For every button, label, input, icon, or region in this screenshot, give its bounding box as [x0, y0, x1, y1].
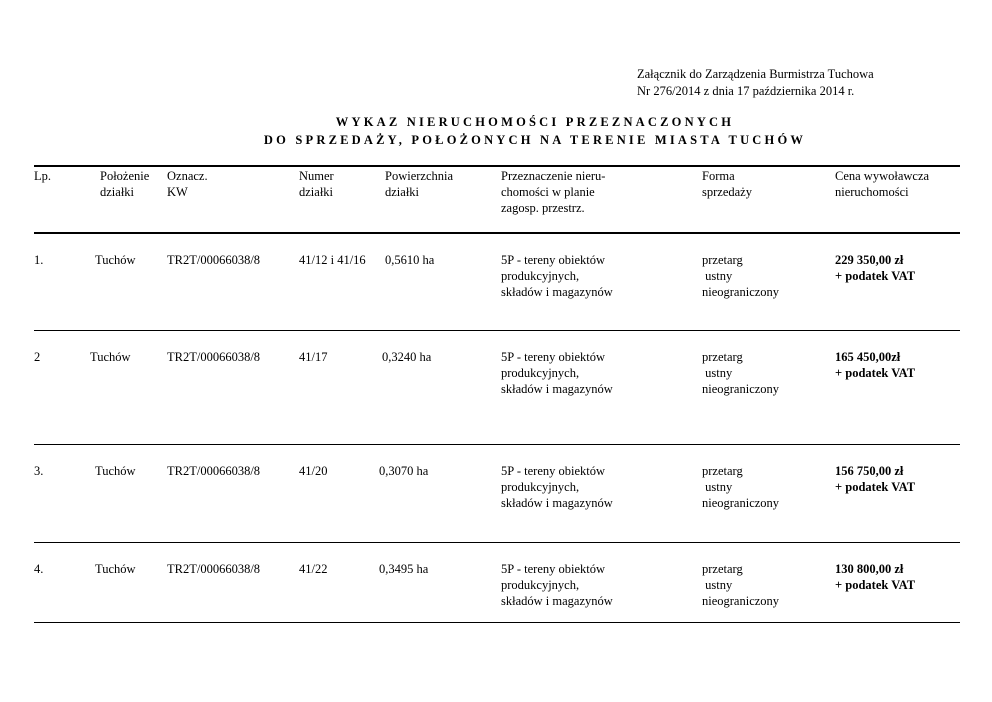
row-3-cena	[835, 463, 915, 495]
row-1-numer: 41/12 i 41/16	[299, 253, 366, 267]
row-2-cena	[835, 349, 915, 381]
row-3-przeznaczenie	[501, 463, 613, 511]
row-1-kw: TR2T/00066038/8	[167, 253, 261, 267]
header-oznacz	[167, 168, 208, 200]
document-title-line-2: DO SPRZEDAŻY, POŁOŻONYCH NA TERENIE MIASTA TUCHÓW	[263, 133, 807, 147]
row-2-forma-line-1: przetarg	[702, 350, 743, 364]
row-4-kw: TR2T/00066038/8	[167, 562, 261, 576]
row-2-przeznaczenie-line-1: 5P - tereny obiektów	[501, 350, 606, 364]
row-1-forma-line-1: przetarg	[702, 253, 743, 267]
row-1-forma-line-2: ustny	[702, 269, 733, 283]
row-4-cena	[835, 561, 915, 593]
row-4-divider	[34, 622, 960, 623]
row-1-cena-line-2: + podatek VAT	[835, 269, 916, 283]
header-przeznaczenie-line-2: chomości w planie	[501, 185, 595, 199]
row-1-forma	[702, 252, 779, 300]
row-3-cena-line-1: 156 750,00 zł	[835, 464, 904, 478]
row-1-przeznaczenie	[501, 252, 613, 300]
row-4-cena-line-1: 130 800,00 zł	[835, 562, 904, 576]
row-3-powierzchnia: 0,3070 ha	[379, 464, 429, 478]
header-powierzchnia-line-1: Powierzchnia	[385, 169, 454, 183]
document-title-line-1: WYKAZ NIERUCHOMOŚCI PRZEZNACZONYCH	[335, 115, 735, 129]
header-forma-line-1: Forma	[702, 169, 735, 183]
row-2-kw: TR2T/00066038/8	[167, 350, 261, 364]
header-powierzchnia	[385, 168, 453, 200]
row-3-forma-line-2: ustny	[702, 480, 733, 494]
annex-note	[637, 66, 874, 100]
row-3-forma-line-1: przetarg	[702, 464, 743, 478]
row-2-przeznaczenie-line-2: produkcyjnych,	[501, 366, 580, 380]
row-1-polozenie: Tuchów	[95, 253, 136, 267]
row-4-przeznaczenie-line-2: produkcyjnych,	[501, 578, 580, 592]
row-3-forma	[702, 463, 779, 511]
header-polozenie-line-1: Położenie	[100, 169, 150, 183]
row-3-lp: 3.	[34, 464, 44, 478]
annex-line-2: Nr 276/2014 z dnia 17 października 2014 r.	[637, 84, 855, 98]
row-2-cena-line-1: 165 450,00zł	[835, 350, 901, 364]
row-2-powierzchnia: 0,3240 ha	[382, 350, 432, 364]
row-4-cena-line-2: + podatek VAT	[835, 578, 916, 592]
row-2-przeznaczenie-line-3: składów i magazynów	[501, 382, 613, 396]
header-przeznaczenie-line-1: Przeznaczenie nieru-	[501, 169, 606, 183]
row-4-przeznaczenie-line-3: składów i magazynów	[501, 594, 613, 608]
header-przeznaczenie-line-3: zagosp. przestrz.	[501, 201, 585, 215]
row-3-kw: TR2T/00066038/8	[167, 464, 261, 478]
row-1-lp: 1.	[34, 253, 44, 267]
row-1-przeznaczenie-line-3: składów i magazynów	[501, 285, 613, 299]
row-1-cena-line-1: 229 350,00 zł	[835, 253, 904, 267]
row-2-forma	[702, 349, 779, 397]
row-3-forma-line-3: nieograniczony	[702, 496, 780, 510]
row-2-forma-line-2: ustny	[702, 366, 733, 380]
row-2-polozenie: Tuchów	[90, 350, 131, 364]
row-3-divider	[34, 542, 960, 543]
row-3-przeznaczenie-line-2: produkcyjnych,	[501, 480, 580, 494]
row-4-numer: 41/22	[299, 562, 328, 576]
row-4-forma-line-1: przetarg	[702, 562, 743, 576]
row-4-przeznaczenie	[501, 561, 613, 609]
row-1-powierzchnia: 0,5610 ha	[385, 253, 435, 267]
row-1-divider	[34, 330, 960, 331]
header-lp: Lp.	[34, 169, 52, 183]
row-1-forma-line-3: nieograniczony	[702, 285, 780, 299]
row-2-numer: 41/17	[299, 350, 328, 364]
header-cena-line-2: nieruchomości	[835, 185, 909, 199]
row-1-cena	[835, 252, 915, 284]
header-numer-line-1: Numer	[299, 169, 334, 183]
row-4-polozenie: Tuchów	[95, 562, 136, 576]
row-1-przeznaczenie-line-1: 5P - tereny obiektów	[501, 253, 606, 267]
row-3-cena-line-2: + podatek VAT	[835, 480, 916, 494]
row-3-przeznaczenie-line-1: 5P - tereny obiektów	[501, 464, 606, 478]
header-cena-line-1: Cena wywoławcza	[835, 169, 930, 183]
row-4-forma-line-2: ustny	[702, 578, 733, 592]
header-przeznaczenie	[501, 168, 605, 216]
row-2-cena-line-2: + podatek VAT	[835, 366, 916, 380]
row-3-numer: 41/20	[299, 464, 328, 478]
row-3-przeznaczenie-line-3: składów i magazynów	[501, 496, 613, 510]
header-oznacz-line-1: Oznacz.	[167, 169, 208, 183]
header-oznacz-line-2: KW	[167, 185, 188, 199]
table-top-rule	[34, 165, 960, 167]
header-numer	[299, 168, 334, 200]
row-2-przeznaczenie	[501, 349, 613, 397]
row-4-forma-line-3: nieograniczony	[702, 594, 780, 608]
row-4-powierzchnia: 0,3495 ha	[379, 562, 429, 576]
row-2-lp: 2	[34, 350, 41, 364]
header-polozenie	[100, 168, 149, 200]
table-header-bottom-rule	[34, 232, 960, 234]
row-2-forma-line-3: nieograniczony	[702, 382, 780, 396]
header-forma-line-2: sprzedaży	[702, 185, 752, 199]
header-forma	[702, 168, 752, 200]
header-cena	[835, 168, 929, 200]
row-2-divider	[34, 444, 960, 445]
row-4-przeznaczenie-line-1: 5P - tereny obiektów	[501, 562, 606, 576]
row-3-polozenie: Tuchów	[95, 464, 136, 478]
row-4-lp: 4.	[34, 562, 44, 576]
annex-line-1: Załącznik do Zarządzenia Burmistrza Tuchowa	[637, 67, 874, 81]
header-powierzchnia-line-2: działki	[385, 185, 420, 199]
header-numer-line-2: działki	[299, 185, 334, 199]
header-polozenie-line-2: działki	[100, 185, 135, 199]
row-1-przeznaczenie-line-2: produkcyjnych,	[501, 269, 580, 283]
row-4-forma	[702, 561, 779, 609]
